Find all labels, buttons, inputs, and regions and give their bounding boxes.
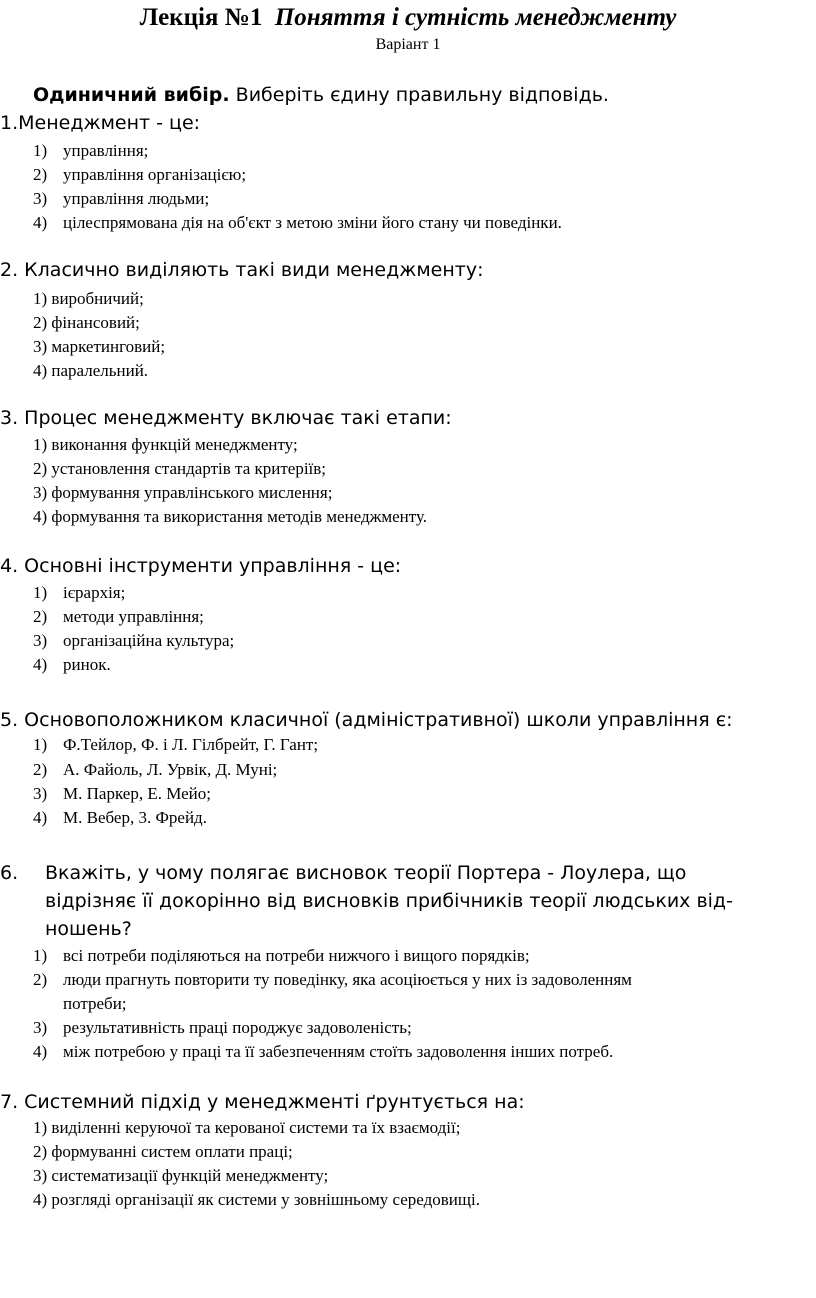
q6-option-1 <box>33 946 530 966</box>
title-prefix: Лекція №1 <box>139 4 263 31</box>
q4-option-4 <box>33 655 111 675</box>
q5-option-4 <box>33 808 207 828</box>
q3-option-1: 1) виконання функцій менеджменту; <box>33 435 298 454</box>
q7-option-3: 3) систематизації функцій менеджменту; <box>33 1166 329 1185</box>
option-text: ієрархія; <box>63 583 126 602</box>
question-5: 5. Основоположником класичної (адміністративної) школи управління є: <box>0 709 733 731</box>
q6-option-3 <box>33 1018 412 1038</box>
option-number: 2) <box>33 165 48 184</box>
option-number: 2) <box>33 607 48 626</box>
option-number: 4) <box>33 213 48 232</box>
question-7: 7. Системний підхід у менеджменті ґрунтується на: <box>0 1091 525 1113</box>
question-3: 3. Процес менеджменту включає такі етапи: <box>0 407 452 429</box>
option-number: 2) <box>33 760 48 779</box>
q4-option-2 <box>33 607 204 627</box>
q7-option-2: 2) формуванні систем оплати праці; <box>33 1142 293 1161</box>
option-number: 2) <box>33 970 48 989</box>
option-text: цілеспрямована дія на об'єкт з метою зміни його стану чи поведінки. <box>63 213 562 232</box>
q5-option-2 <box>33 760 278 780</box>
option-text: організаційна культура; <box>63 631 235 650</box>
option-text: люди прагнуть повторити ту поведінку, яка асоціюється у них із задоволенням <box>63 970 632 989</box>
question-6-number: 6. <box>0 862 19 884</box>
q5-option-1 <box>33 735 319 755</box>
q2-option-2: 2) фінансовий; <box>33 313 140 332</box>
q6-option-4 <box>33 1042 614 1062</box>
q7-option-4: 4) розгляді організації як системи у зовнішньому середовищі. <box>33 1190 480 1209</box>
q1-option-2 <box>33 165 247 185</box>
instruction-text: Виберіть єдину правильну відповідь. <box>235 84 609 106</box>
option-text: управління організацією; <box>63 165 247 184</box>
q4-option-3 <box>33 631 235 651</box>
q1-option-3 <box>33 189 210 209</box>
option-text: всі потреби поділяються на потреби нижчого і вищого порядків; <box>63 946 530 965</box>
q5-option-3 <box>33 784 211 804</box>
option-text: управління людьми; <box>63 189 210 208</box>
option-number: 4) <box>33 1042 48 1061</box>
q6-option-2-continuation: потреби; <box>63 994 127 1013</box>
q7-option-1: 1) виділенні керуючої та керованої системи та їх взаємодії; <box>33 1118 461 1137</box>
option-text: управління; <box>63 141 149 160</box>
question-6-line-3: ношень? <box>45 918 132 940</box>
question-6-line-2: відрізняє її докорінно від висновків прибічників теорії людських від- <box>45 890 733 912</box>
option-text: між потребою у праці та її забезпеченням стоїть задоволення інших потреб. <box>63 1042 614 1061</box>
option-number: 3) <box>33 1018 48 1037</box>
option-number: 1) <box>33 946 48 965</box>
option-number: 3) <box>33 189 48 208</box>
question-4: 4. Основні інструменти управління - це: <box>0 555 402 577</box>
q3-option-3: 3) формування управлінського мислення; <box>33 483 333 502</box>
option-number: 3) <box>33 784 48 803</box>
option-number: 1) <box>33 141 48 160</box>
instruction <box>33 84 609 106</box>
question-6-line-1: Вкажіть, у чому полягає висновок теорії Портера - Лоулера, що <box>45 862 687 884</box>
instruction-bold: Одиничний вибір. <box>33 84 230 106</box>
option-text: М. Вебер, 3. Фрейд. <box>63 808 207 827</box>
q1-option-1 <box>33 141 149 161</box>
option-number: 1) <box>33 735 48 754</box>
page-title <box>0 4 816 32</box>
option-text: результативність праці породжує задоволеність; <box>63 1018 412 1037</box>
question-2: 2. Класично виділяють такі види менеджменту: <box>0 259 484 281</box>
q6-option-2 <box>33 970 632 990</box>
option-text: методи управління; <box>63 607 204 626</box>
option-number: 4) <box>33 808 48 827</box>
option-text: Ф.Тейлор, Ф. і Л. Гілбрейт, Г. Гант; <box>63 735 319 754</box>
option-number: 4) <box>33 655 48 674</box>
option-text: М. Паркер, Е. Мейо; <box>63 784 211 803</box>
q2-option-4: 4) паралельний. <box>33 361 149 380</box>
q1-option-4 <box>33 213 562 233</box>
q2-option-1: 1) виробничий; <box>33 289 144 308</box>
title-topic: Поняття і сутність менеджменту <box>274 4 677 31</box>
variant-label: Варіант 1 <box>375 36 441 53</box>
option-number: 1) <box>33 583 48 602</box>
q3-option-4: 4) формування та використання методів менеджменту. <box>33 507 428 526</box>
option-text: ринок. <box>63 655 111 674</box>
question-1: 1.Менеджмент - це: <box>0 112 201 134</box>
q3-option-2: 2) установлення стандартів та критеріїв; <box>33 459 327 478</box>
q2-option-3: 3) маркетинговий; <box>33 337 166 356</box>
option-text: А. Файоль, Л. Урвік, Д. Муні; <box>63 760 278 779</box>
option-number: 3) <box>33 631 48 650</box>
q4-option-1 <box>33 583 126 603</box>
